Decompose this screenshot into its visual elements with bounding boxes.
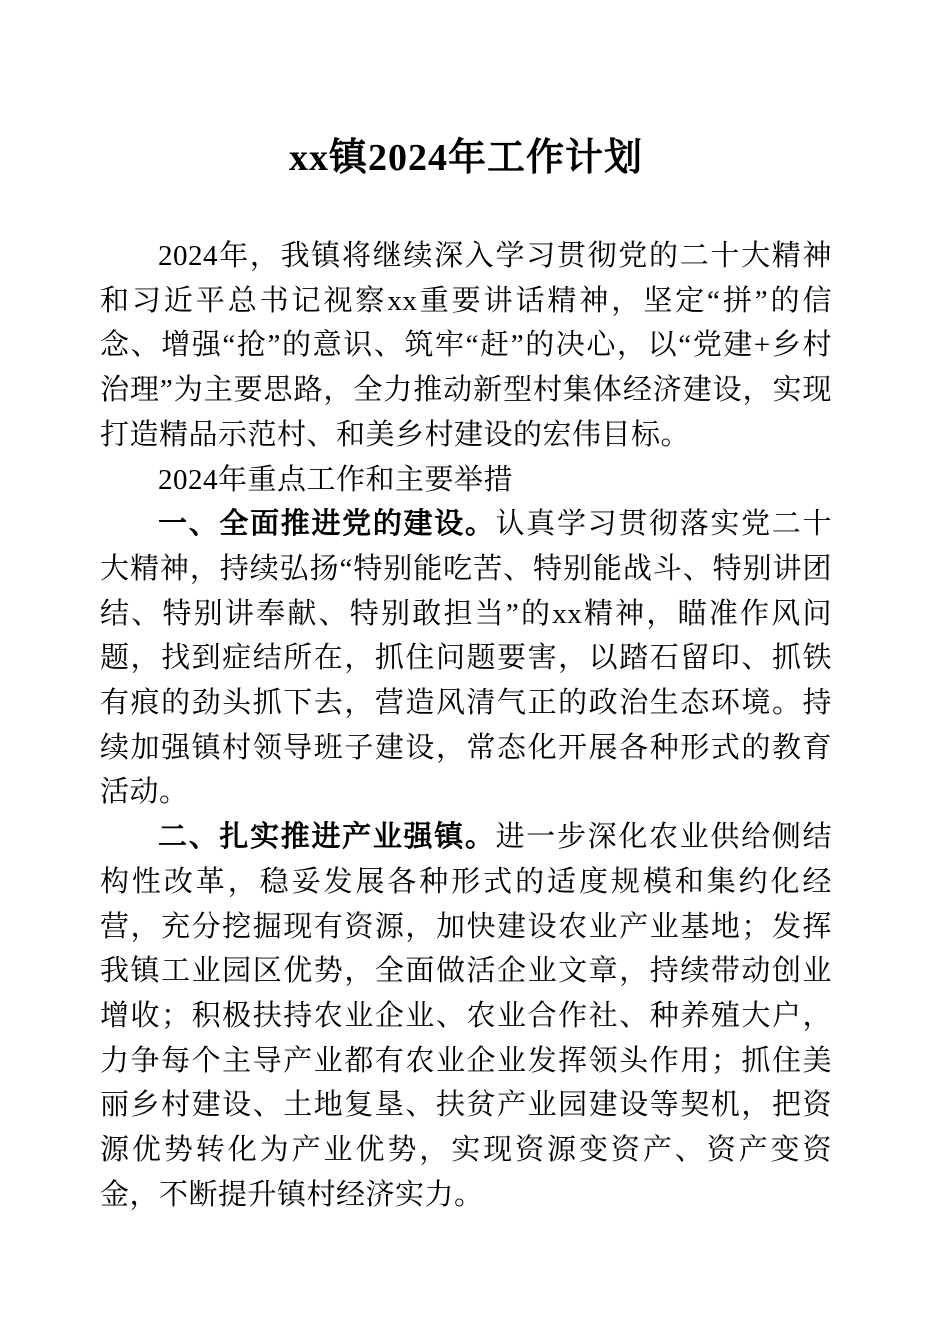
section-1-text: 认真学习贯彻落实党二十大精神，持续弘扬“特别能吃苦、特别能战斗、特别讲团结、特别讲奉献、特别敢担当”的xx精神，瞄准作风问题，找到症结所在，抓住问题要害，以踏石留印、抓铁有痕的劲头抓下去，营造风清气正的政治生态环境。持续加强镇村领导班子建设，常态化开展各种形式的教育活动。 bbox=[100, 508, 832, 809]
paragraph-section-2 bbox=[100, 815, 832, 1217]
document-title: xx镇2024年工作计划 bbox=[288, 137, 643, 179]
section-2-text: 进一步深化农业供给侧结构性改革，稳妥发展各种形式的适度规模和集约化经营，充分挖掘现有资源，加快建设农业产业基地；发挥我镇工业园区优势，全面做活企业文章，持续带动创业增收；积极扶持农业企业、农业合作社、种养殖大户，力争每个主导产业都有农业企业发挥领头作用；抓住美丽乡村建设、土地复垦、扶贫产业园建设等契机，把资源优势转化为产业优势，实现资源变资产、资产变资金，不断提升镇村经济实力。 bbox=[100, 821, 832, 1211]
paragraph-intro bbox=[100, 234, 832, 458]
paragraph-subtitle-text: 2024年重点工作和主要举措 bbox=[158, 463, 514, 496]
section-1-heading: 一、全面推进党的建设。 bbox=[158, 508, 496, 541]
paragraph-section-1 bbox=[100, 502, 832, 815]
section-2-heading: 二、扎实推进产业强镇。 bbox=[158, 821, 496, 854]
paragraph-subtitle bbox=[100, 458, 832, 503]
paragraph-intro-text: 2024年，我镇将继续深入学习贯彻党的二十大精神和习近平总书记视察xx重要讲话精神，坚定“拼”的信念、增强“抢”的意识、筑牢“赶”的决心，以“党建+乡村治理”为主要思路，全力推动新型村集体经济建设，实现打造精品示范村、和美乡村建设的宏伟目标。 bbox=[100, 240, 832, 451]
